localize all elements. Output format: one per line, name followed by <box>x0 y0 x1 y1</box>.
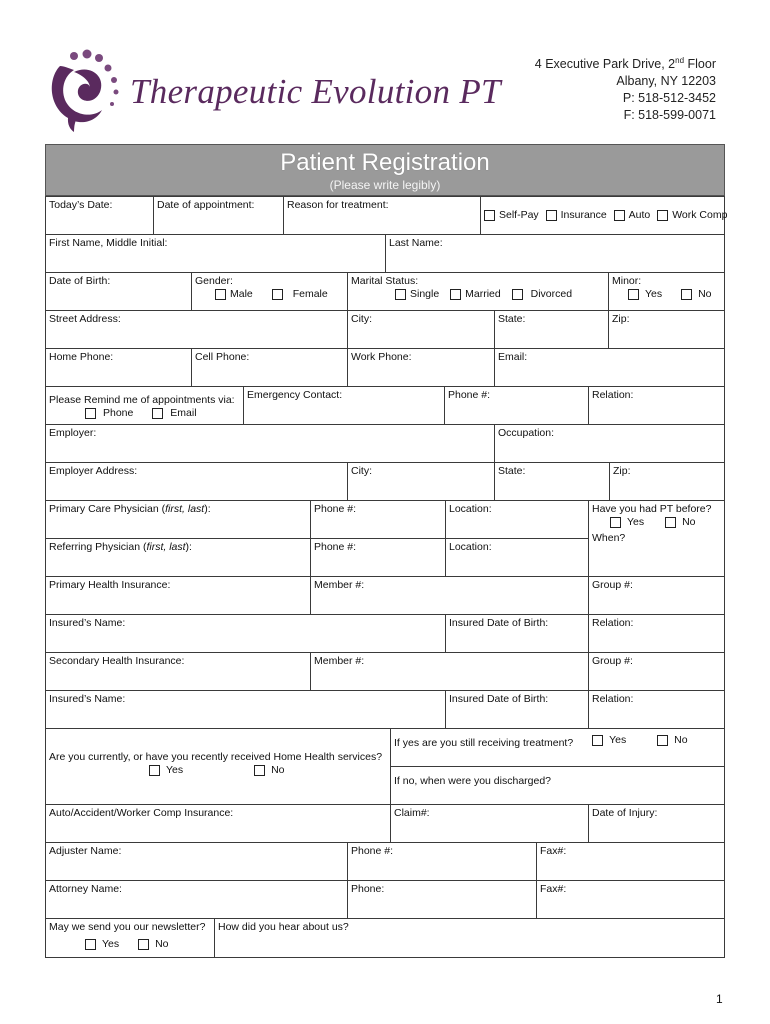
gender-field: Gender: Male Female <box>191 272 348 311</box>
appointment-date-field[interactable]: Date of appointment: <box>153 196 284 235</box>
referring-location-field[interactable]: Location: <box>445 538 589 577</box>
city-field[interactable]: City: <box>347 310 495 349</box>
remind-via-field: Please Remind me of appointments via: Phone Email <box>45 386 244 425</box>
pcp-phone-field[interactable]: Phone #: <box>310 500 446 539</box>
claim-number-field[interactable]: Claim#: <box>390 804 589 843</box>
date-of-injury-field[interactable]: Date of Injury: <box>588 804 725 843</box>
referring-phone-field[interactable]: Phone #: <box>310 538 446 577</box>
newsletter-field: May we send you our newsletter? Yes No <box>45 918 215 958</box>
self-pay-checkbox[interactable]: Self-Pay <box>484 209 539 222</box>
remind-phone-checkbox[interactable]: Phone <box>85 407 133 420</box>
patient-registration-form <box>45 144 728 958</box>
reason-options <box>480 196 728 235</box>
had-pt-before-field: Have you had PT before? Yes No When? <box>588 500 725 577</box>
insured-relation-field[interactable]: Relation: <box>588 614 725 653</box>
practice-address <box>535 52 716 124</box>
insured-dob-field[interactable]: Insured Date of Birth: <box>445 614 589 653</box>
primary-care-physician-field[interactable]: Primary Care Physician (first, last): <box>45 500 311 539</box>
brand-name: Therapeutic Evolution PT <box>130 72 501 111</box>
employer-address-field[interactable]: Employer Address: <box>45 462 348 501</box>
newsletter-yes-checkbox[interactable]: Yes <box>85 938 119 951</box>
minor-yes-checkbox[interactable]: Yes <box>628 288 662 301</box>
attorney-name-field[interactable]: Attorney Name: <box>45 880 348 919</box>
discharged-date-field[interactable]: If no, when were you discharged? <box>390 766 725 805</box>
work-comp-checkbox[interactable]: Work Comp <box>657 209 727 222</box>
secondary-member-field[interactable]: Member #: <box>310 652 589 691</box>
minor-no-checkbox[interactable]: No <box>681 288 711 301</box>
practice-phone: P: 518-512-3452 <box>622 91 716 106</box>
still-receiving-no-checkbox[interactable]: No <box>657 734 687 747</box>
address-line1: 4 Executive Park Drive, 2nd Floor <box>534 56 716 72</box>
secondary-insured-name-field[interactable]: Insured’s Name: <box>45 690 446 729</box>
auto-checkbox[interactable]: Auto <box>614 209 651 222</box>
referring-physician-field[interactable]: Referring Physician (first, last): <box>45 538 311 577</box>
auto-accident-insurance-field[interactable]: Auto/Accident/Worker Comp Insurance: <box>45 804 391 843</box>
adjuster-name-field[interactable]: Adjuster Name: <box>45 842 348 881</box>
secondary-insurance-field[interactable]: Secondary Health Insurance: <box>45 652 311 691</box>
emergency-relation-field[interactable]: Relation: <box>588 386 725 425</box>
minor-field: Minor: Yes No <box>608 272 725 311</box>
state-field[interactable]: State: <box>494 310 609 349</box>
insured-name-field[interactable]: Insured’s Name: <box>45 614 446 653</box>
employer-state-field[interactable]: State: <box>494 462 610 501</box>
emergency-phone-field[interactable]: Phone #: <box>444 386 589 425</box>
cell-phone-field[interactable]: Cell Phone: <box>191 348 348 387</box>
secondary-insured-dob-field[interactable]: Insured Date of Birth: <box>445 690 589 729</box>
newsletter-no-checkbox[interactable]: No <box>138 938 168 951</box>
form-title-bar <box>45 144 725 196</box>
primary-insurance-field[interactable]: Primary Health Insurance: <box>45 576 311 615</box>
practice-fax: F: 518-599-0071 <box>623 108 716 123</box>
reason-for-treatment-field[interactable]: Reason for treatment: <box>283 196 481 235</box>
last-name-field[interactable]: Last Name: <box>385 234 725 273</box>
todays-date-field[interactable]: Today’s Date: <box>45 196 154 235</box>
first-name-field[interactable]: First Name, Middle Initial: <box>45 234 386 273</box>
secondary-insured-relation-field[interactable]: Relation: <box>588 690 725 729</box>
had-pt-yes-checkbox[interactable]: Yes <box>610 516 644 529</box>
marital-status-field: Marital Status: Single Married Divorced <box>347 272 609 311</box>
address-line2: Albany, NY 12203 <box>616 74 716 89</box>
employer-zip-field[interactable]: Zip: <box>609 462 725 501</box>
adjuster-phone-field[interactable]: Phone #: <box>347 842 537 881</box>
home-health-no-checkbox[interactable]: No <box>254 764 284 777</box>
home-health-yes-checkbox[interactable]: Yes <box>149 764 183 777</box>
attorney-fax-field[interactable]: Fax#: <box>536 880 725 919</box>
email-field[interactable]: Email: <box>494 348 725 387</box>
primary-group-field[interactable]: Group #: <box>588 576 725 615</box>
how-heard-about-us-field[interactable]: How did you hear about us? <box>214 918 725 958</box>
remind-email-checkbox[interactable]: Email <box>152 407 196 420</box>
page-number: 1 <box>716 992 723 1006</box>
male-checkbox[interactable]: Male <box>215 288 253 301</box>
emergency-contact-field[interactable]: Emergency Contact: <box>243 386 445 425</box>
street-address-field[interactable]: Street Address: <box>45 310 348 349</box>
still-receiving-field: If yes are you still receiving treatment? Yes No <box>390 728 725 767</box>
employer-city-field[interactable]: City: <box>347 462 495 501</box>
work-phone-field[interactable]: Work Phone: <box>347 348 495 387</box>
insurance-checkbox[interactable]: Insurance <box>546 209 607 222</box>
zip-field[interactable]: Zip: <box>608 310 725 349</box>
date-of-birth-field[interactable]: Date of Birth: <box>45 272 192 311</box>
female-checkbox[interactable]: Female <box>272 288 328 301</box>
attorney-phone-field[interactable]: Phone: <box>347 880 537 919</box>
adjuster-fax-field[interactable]: Fax#: <box>536 842 725 881</box>
still-receiving-yes-checkbox[interactable]: Yes <box>592 734 626 747</box>
form-title: Patient Registration <box>280 149 490 176</box>
primary-member-field[interactable]: Member #: <box>310 576 589 615</box>
pcp-location-field[interactable]: Location: <box>445 500 589 539</box>
employer-field[interactable]: Employer: <box>45 424 495 463</box>
home-phone-field[interactable]: Home Phone: <box>45 348 192 387</box>
home-health-field: Are you currently, or have you recently received Home Health services? Yes No <box>45 728 391 805</box>
logo-swirl-figure-icon <box>44 48 124 132</box>
form-subtitle: (Please write legibly) <box>329 178 441 192</box>
secondary-group-field[interactable]: Group #: <box>588 652 725 691</box>
married-checkbox[interactable]: Married <box>450 288 501 301</box>
single-checkbox[interactable]: Single <box>395 288 439 301</box>
occupation-field[interactable]: Occupation: <box>494 424 725 463</box>
divorced-checkbox[interactable]: Divorced <box>512 288 572 301</box>
had-pt-no-checkbox[interactable]: No <box>665 516 695 529</box>
